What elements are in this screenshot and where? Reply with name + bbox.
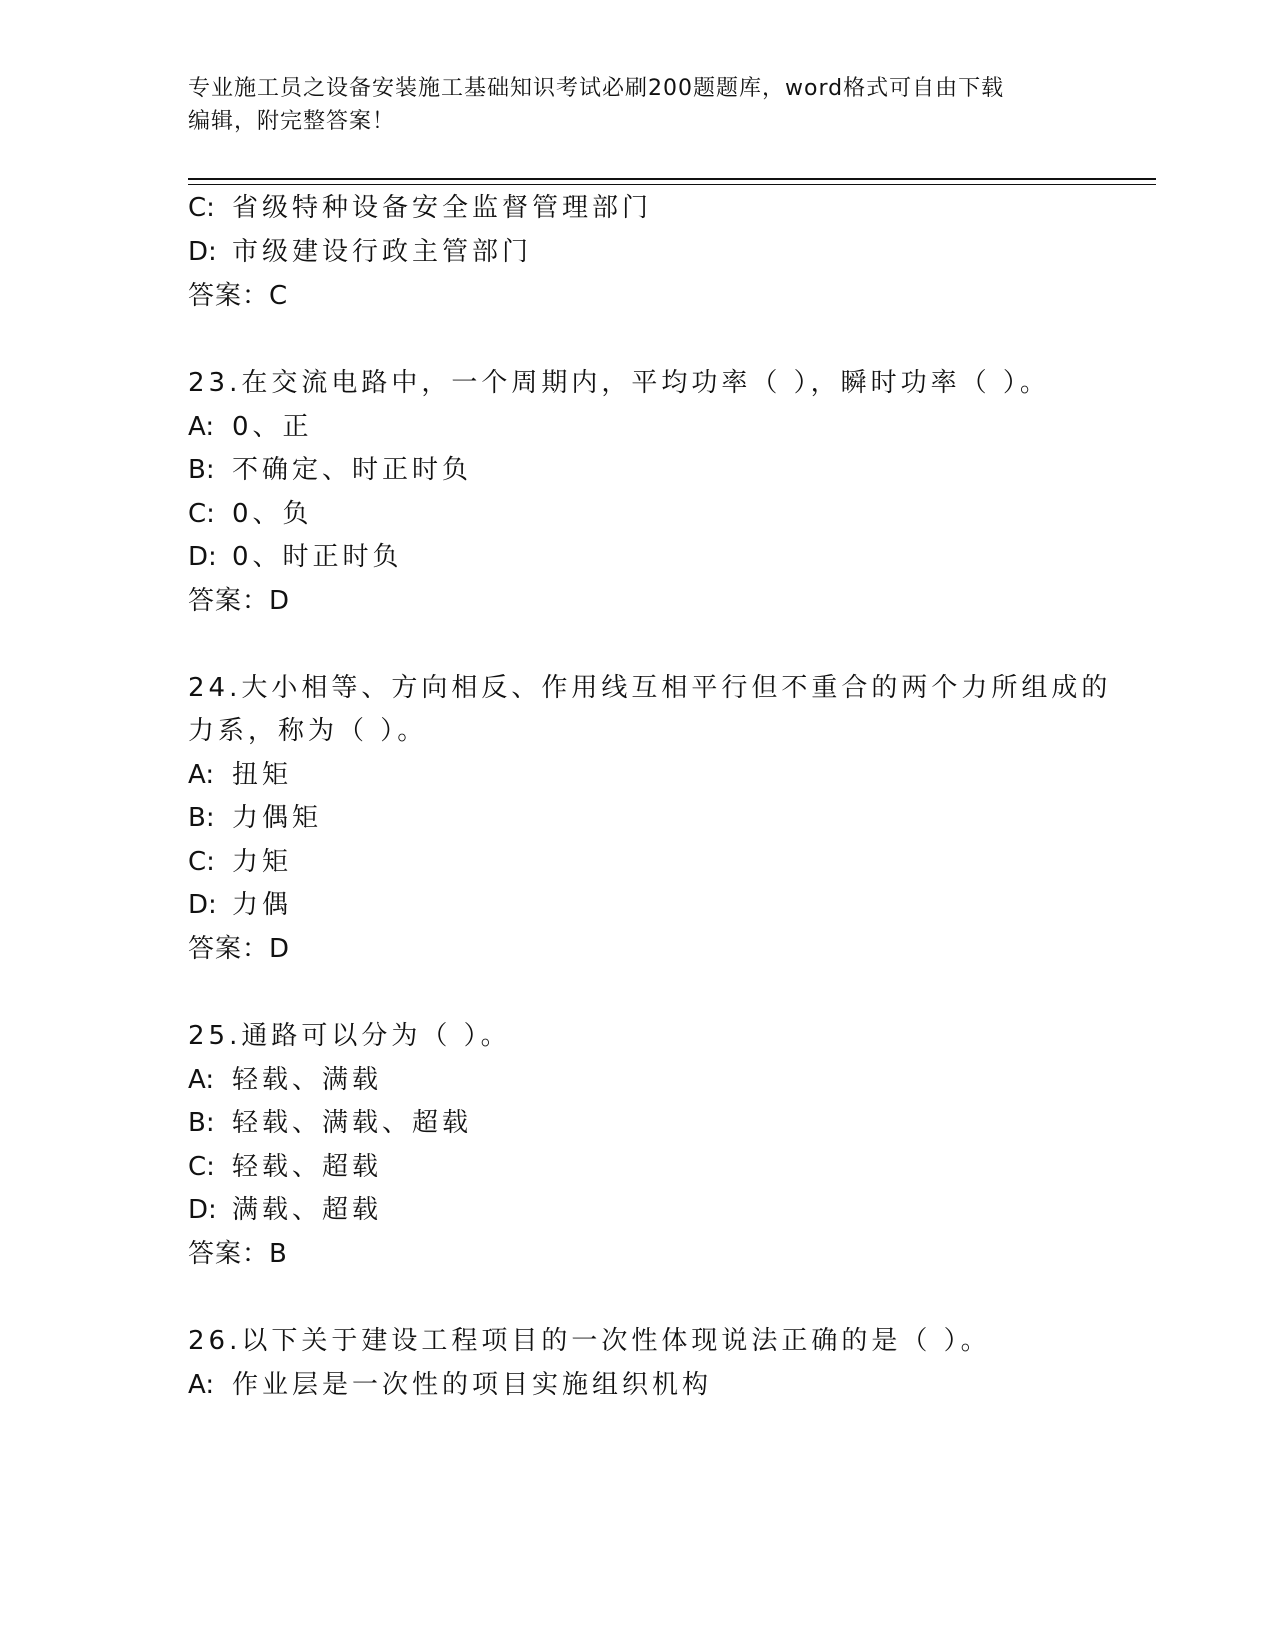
option-a [188, 410, 313, 444]
question-stem: 24.大小相等、方向相反、作用线互相平行但不重合的两个力所组成的 [188, 673, 1112, 703]
option-text: 作业层是一次性的项目实施组织机构 [232, 1370, 713, 1400]
option-text: 轻载、超载 [232, 1152, 383, 1182]
option-b [188, 1106, 472, 1140]
option-label: D: [188, 890, 217, 920]
option-label: D: [188, 542, 217, 572]
option-text: 满载、超载 [232, 1195, 383, 1225]
option-text: 力偶 [232, 890, 293, 920]
option-label: D: [188, 237, 217, 267]
answer-line: 答案：C [188, 281, 289, 311]
option-c [188, 1150, 382, 1184]
option-a [188, 1368, 712, 1402]
option-text: 0、负 [232, 499, 313, 529]
option-text: 0、正 [232, 412, 313, 442]
answer-line: 答案：D [188, 934, 291, 964]
option-label: C: [188, 1152, 215, 1182]
option-a [188, 758, 292, 792]
option-d [188, 1193, 382, 1227]
question-stem: 26.以下关于建设工程项目的一次性体现说法正确的是（ ）。 [188, 1326, 991, 1356]
option-c [188, 845, 292, 879]
option-label: C: [188, 193, 215, 223]
option-c [188, 497, 313, 531]
answer-line: 答案：D [188, 586, 291, 616]
option-label: B: [188, 1108, 215, 1138]
header-divider-thick [188, 178, 1156, 180]
option-d [188, 235, 532, 269]
option-a [188, 1063, 382, 1097]
option-label: B: [188, 803, 215, 833]
option-text: 轻载、满载 [232, 1065, 383, 1095]
header-line-2: 编辑，附完整答案！ [188, 109, 396, 134]
option-c [188, 191, 652, 225]
option-text: 扭矩 [232, 760, 293, 790]
option-d [188, 888, 292, 922]
option-b [188, 801, 322, 835]
option-text: 不确定、时正时负 [232, 455, 473, 485]
question-stem: 25.通路可以分为（ ）。 [188, 1021, 511, 1051]
option-label: D: [188, 1195, 217, 1225]
answer-line: 答案：B [188, 1239, 288, 1269]
option-label: A: [188, 1065, 215, 1095]
option-label: A: [188, 412, 215, 442]
header-line-1: 专业施工员之设备安装施工基础知识考试必刷200题题库，word格式可自由下载 [188, 76, 1005, 101]
option-d [188, 540, 403, 574]
option-text: 轻载、满载、超载 [232, 1108, 473, 1138]
option-text: 0、时正时负 [232, 542, 403, 572]
option-b [188, 453, 472, 487]
document-header [188, 72, 1088, 138]
header-divider-thin [188, 184, 1156, 185]
option-text: 市级建设行政主管部门 [232, 237, 533, 267]
option-label: A: [188, 1370, 215, 1400]
option-text: 力偶矩 [232, 803, 323, 833]
option-label: C: [188, 847, 215, 877]
option-label: B: [188, 455, 215, 485]
option-label: A: [188, 760, 215, 790]
option-text: 力矩 [232, 847, 293, 877]
option-label: C: [188, 499, 215, 529]
option-text: 省级特种设备安全监督管理部门 [232, 193, 653, 223]
question-stem-continued: 力系，称为（ ）。 [188, 716, 428, 746]
question-stem: 23.在交流电路中，一个周期内，平均功率（ ），瞬时功率（ ）。 [188, 368, 1050, 398]
